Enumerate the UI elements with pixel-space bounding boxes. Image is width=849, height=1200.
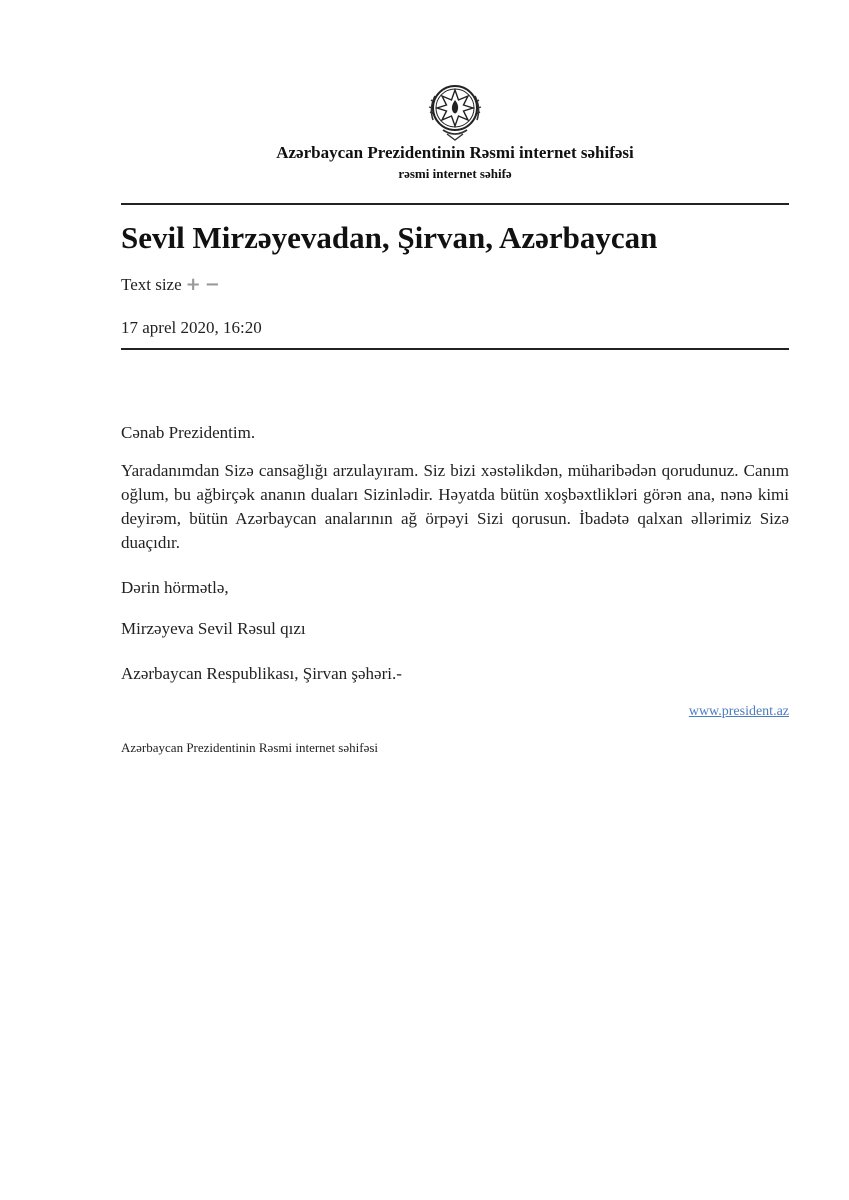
- header-divider: [121, 348, 789, 350]
- regards-paragraph: Dərin hörmətlə,: [121, 578, 229, 597]
- text-size-control: [121, 274, 220, 296]
- increase-text-size-button[interactable]: +: [185, 274, 201, 295]
- president-site-link[interactable]: www.president.az: [688, 704, 789, 719]
- site-title: Azərbaycan Prezidentinin Rəsmi internet səhifəsi: [276, 143, 634, 162]
- main-paragraph: Yaradanımdan Sizə cansağlığı arzulayıram. Siz bizi xəstəlikdən, müharibədən qorudunuz. Canım oğlum, bu ağbirçək ananın duaları Sizinlədir. Həyatda bütün xoşbəxtlikləri görən ana, nənə kimi deyirəm, bütün Azərbaycan analarının ağ örpəyi Sizi qorusun. İbadətə qalxan əllərimiz Sizə duaçıdır.: [121, 461, 789, 552]
- signature-place: Azərbaycan Respublikası, Şirvan şəhəri.-: [121, 664, 402, 683]
- greeting-paragraph: Cənab Prezidentim.: [121, 423, 256, 442]
- decrease-text-size-button[interactable]: −: [204, 274, 220, 295]
- footer-site-name: Azərbaycan Prezidentinin Rəsmi internet səhifəsi: [121, 740, 379, 755]
- site-subtitle: rəsmi internet səhifə: [398, 166, 512, 181]
- azerbaijan-emblem-icon: [425, 80, 485, 142]
- top-divider: [121, 203, 789, 205]
- article-date: 17 aprel 2020, 16:20: [121, 318, 262, 337]
- signature-name: Mirzəyeva Sevil Rəsul qızı: [121, 619, 306, 638]
- article-title: Sevil Mirzəyevadan, Şirvan, Azərbaycan: [121, 220, 658, 255]
- text-size-label: Text size: [121, 275, 182, 294]
